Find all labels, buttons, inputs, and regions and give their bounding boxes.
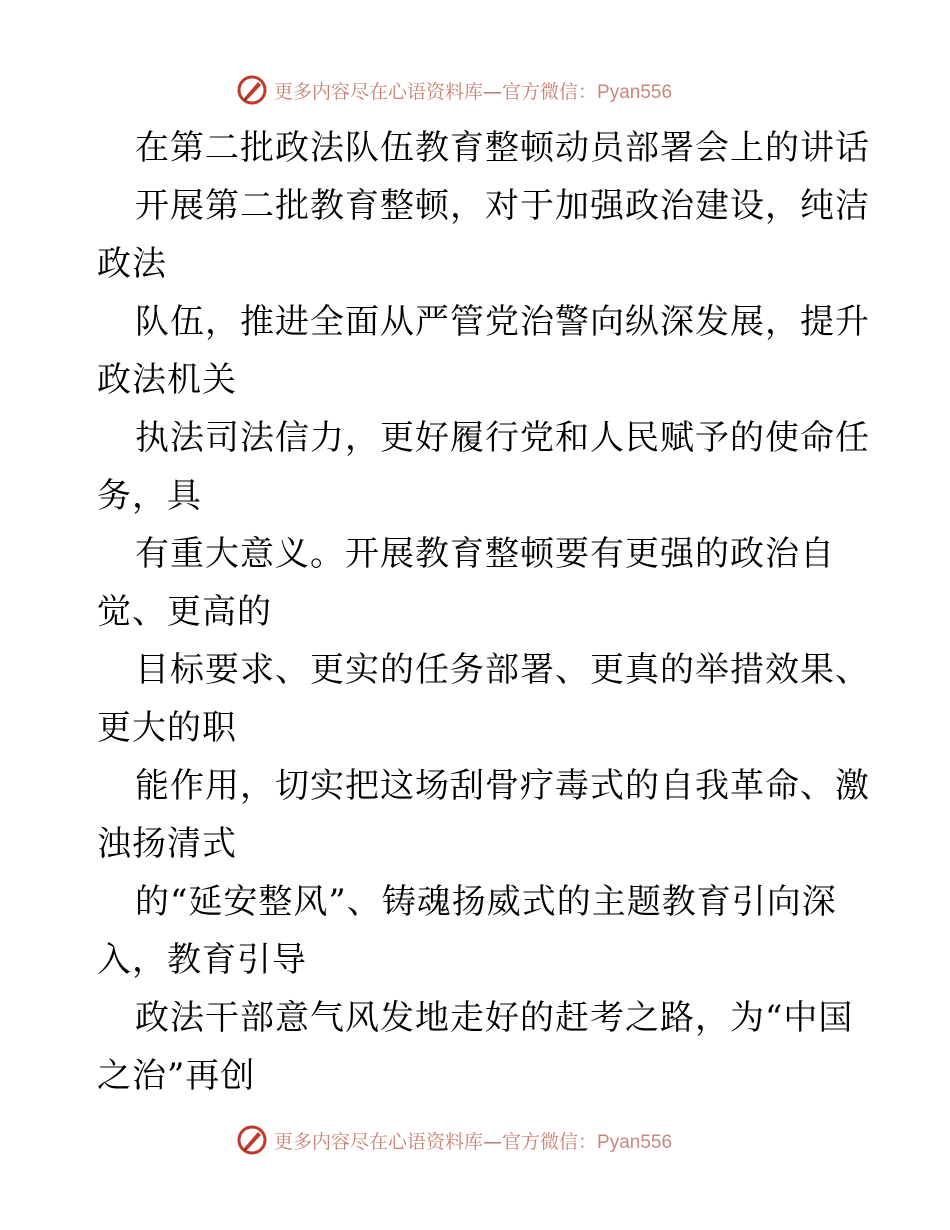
paragraph-line: 有重大意义。开展教育整顿要有更强的政治自 (135, 534, 835, 574)
watermark-separator: — (483, 1130, 503, 1153)
watermark-account: Pyan556 (597, 81, 673, 103)
paragraph-line: 政法 (97, 244, 167, 284)
paragraph-line: 能作用，切实把这场刮骨疗毒式的自我革命、激 (135, 766, 870, 806)
paragraph-line: 的“延安整风”、铸魂扬威式的主题教育引向深 (135, 882, 837, 922)
watermark-separator: — (483, 80, 503, 103)
paragraph-line: 政法干部意气风发地走好的赶考之路，为“中国 (135, 998, 854, 1038)
watermark-site: 更多内容尽在心语资料库 (274, 80, 484, 103)
document-title: 在第二批政法队伍教育整顿动员部署会上的讲话 (135, 128, 870, 168)
paragraph-line: 务，具 (97, 476, 202, 516)
paragraph-line: 之治”再创 (97, 1056, 256, 1096)
paragraph-line: 目标要求、更实的任务部署、更真的举措效果、 (135, 650, 870, 690)
watermark-account: Pyan556 (597, 1131, 673, 1153)
watermark-banner-bottom (0, 1120, 950, 1160)
paragraph-line: 更大的职 (97, 708, 237, 748)
watermark-text (274, 1127, 672, 1154)
paragraph-line: 开展第二批教育整顿，对于加强政治建设，纯洁 (135, 186, 870, 226)
watermark-text (274, 77, 672, 104)
watermark-banner-top (0, 70, 950, 110)
paragraph-line: 觉、更高的 (97, 592, 272, 632)
paragraph-line: 入，教育引导 (97, 940, 307, 980)
pen-logo-icon (236, 74, 268, 106)
pen-logo-icon (236, 1124, 268, 1156)
watermark-wechat-label: 官方微信： (502, 80, 598, 103)
paragraph-line: 政法机关 (97, 360, 237, 400)
paragraph-line: 浊扬清式 (97, 824, 237, 864)
paragraph-line: 队伍，推进全面从严管党治警向纵深发展，提升 (135, 302, 870, 342)
watermark-wechat-label: 官方微信： (502, 1130, 598, 1153)
paragraph-line: 执法司法信力，更好履行党和人民赋予的使命任 (135, 418, 870, 458)
watermark-site: 更多内容尽在心语资料库 (274, 1130, 484, 1153)
